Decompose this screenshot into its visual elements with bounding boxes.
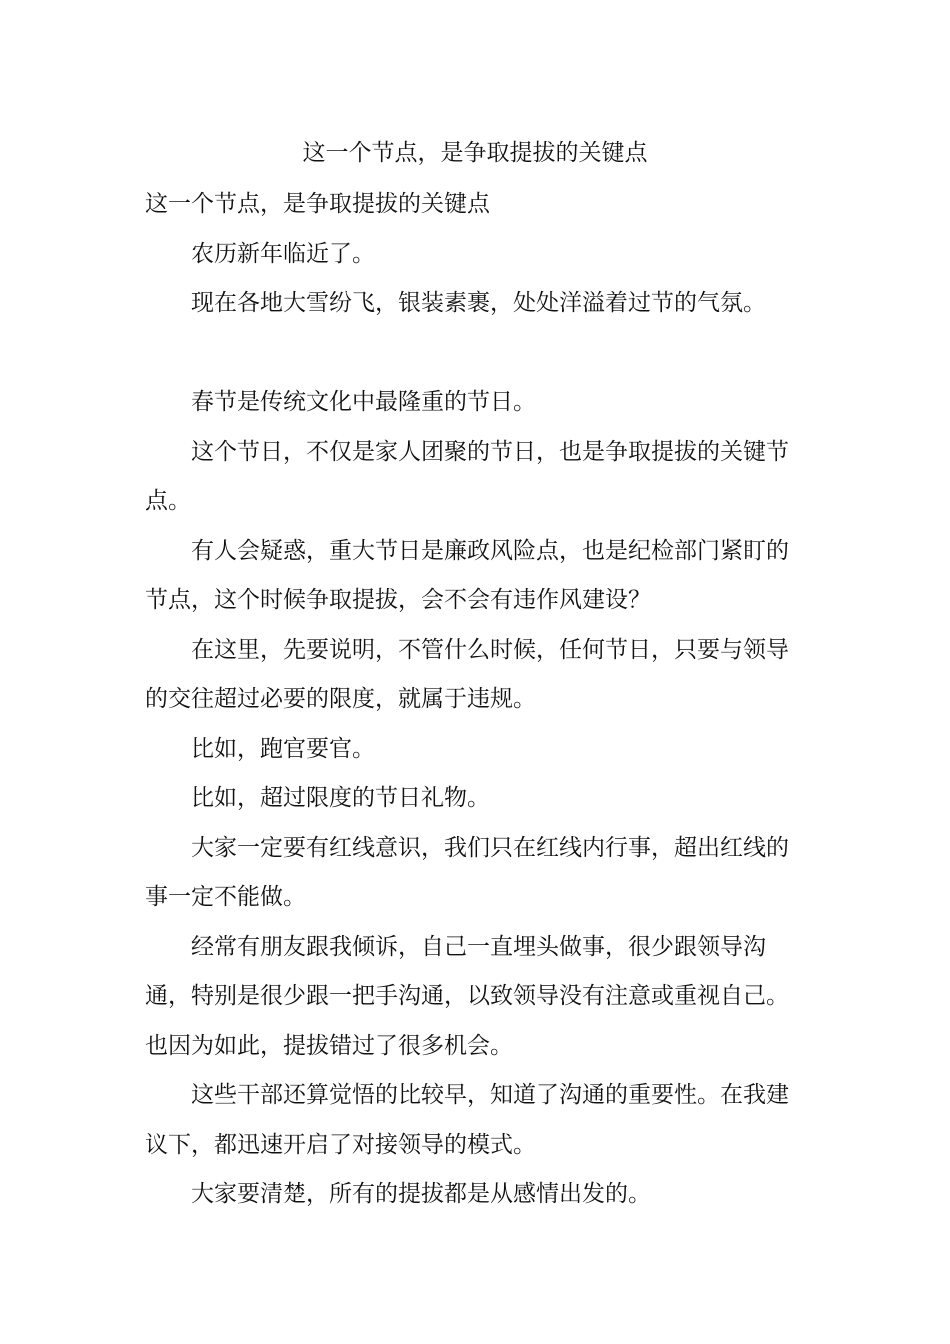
paragraph: 这个节日，不仅是家人团聚的节日，也是争取提拔的关键节点。	[145, 438, 789, 514]
blank-line	[145, 329, 810, 379]
document-body	[145, 180, 810, 1220]
paragraph: 比如，超过限度的节日礼物。	[191, 785, 490, 811]
paragraph: 在这里，先要说明，不管什么时候，任何节日，只要与领导的交往超过必要的限度，就属于违规。	[145, 636, 789, 712]
document-subtitle: 这一个节点，是争取提拔的关键点	[145, 191, 490, 217]
paragraph: 春节是传统文化中最隆重的节日。	[191, 389, 536, 415]
paragraph: 现在各地大雪纷飞，银装素裹，处处洋溢着过节的气氛。	[191, 290, 766, 316]
paragraph: 大家一定要有红线意识，我们只在红线内行事，超出红线的事一定不能做。	[145, 834, 789, 910]
paragraph: 经常有朋友跟我倾诉，自己一直埋头做事，很少跟领导沟通，特别是很少跟一把手沟通，以致领导没有注意或重视自己。也因为如此，提拔错过了很多机会。	[145, 933, 789, 1059]
paragraph: 比如，跑官要官。	[191, 735, 375, 762]
paragraph: 大家要清楚，所有的提拔都是从感情出发的。	[191, 1181, 651, 1207]
paragraph: 农历新年临近了。	[191, 240, 375, 267]
paragraph: 这些干部还算觉悟的比较早，知道了沟通的重要性。在我建议下，都迅速开启了对接领导的模式。	[145, 1082, 789, 1158]
paragraph: 有人会疑惑，重大节日是廉政风险点，也是纪检部门紧盯的节点，这个时候争取提拔，会不会有违作风建设？	[145, 537, 789, 613]
document-title: 这一个节点，是争取提拔的关键点	[302, 140, 648, 166]
